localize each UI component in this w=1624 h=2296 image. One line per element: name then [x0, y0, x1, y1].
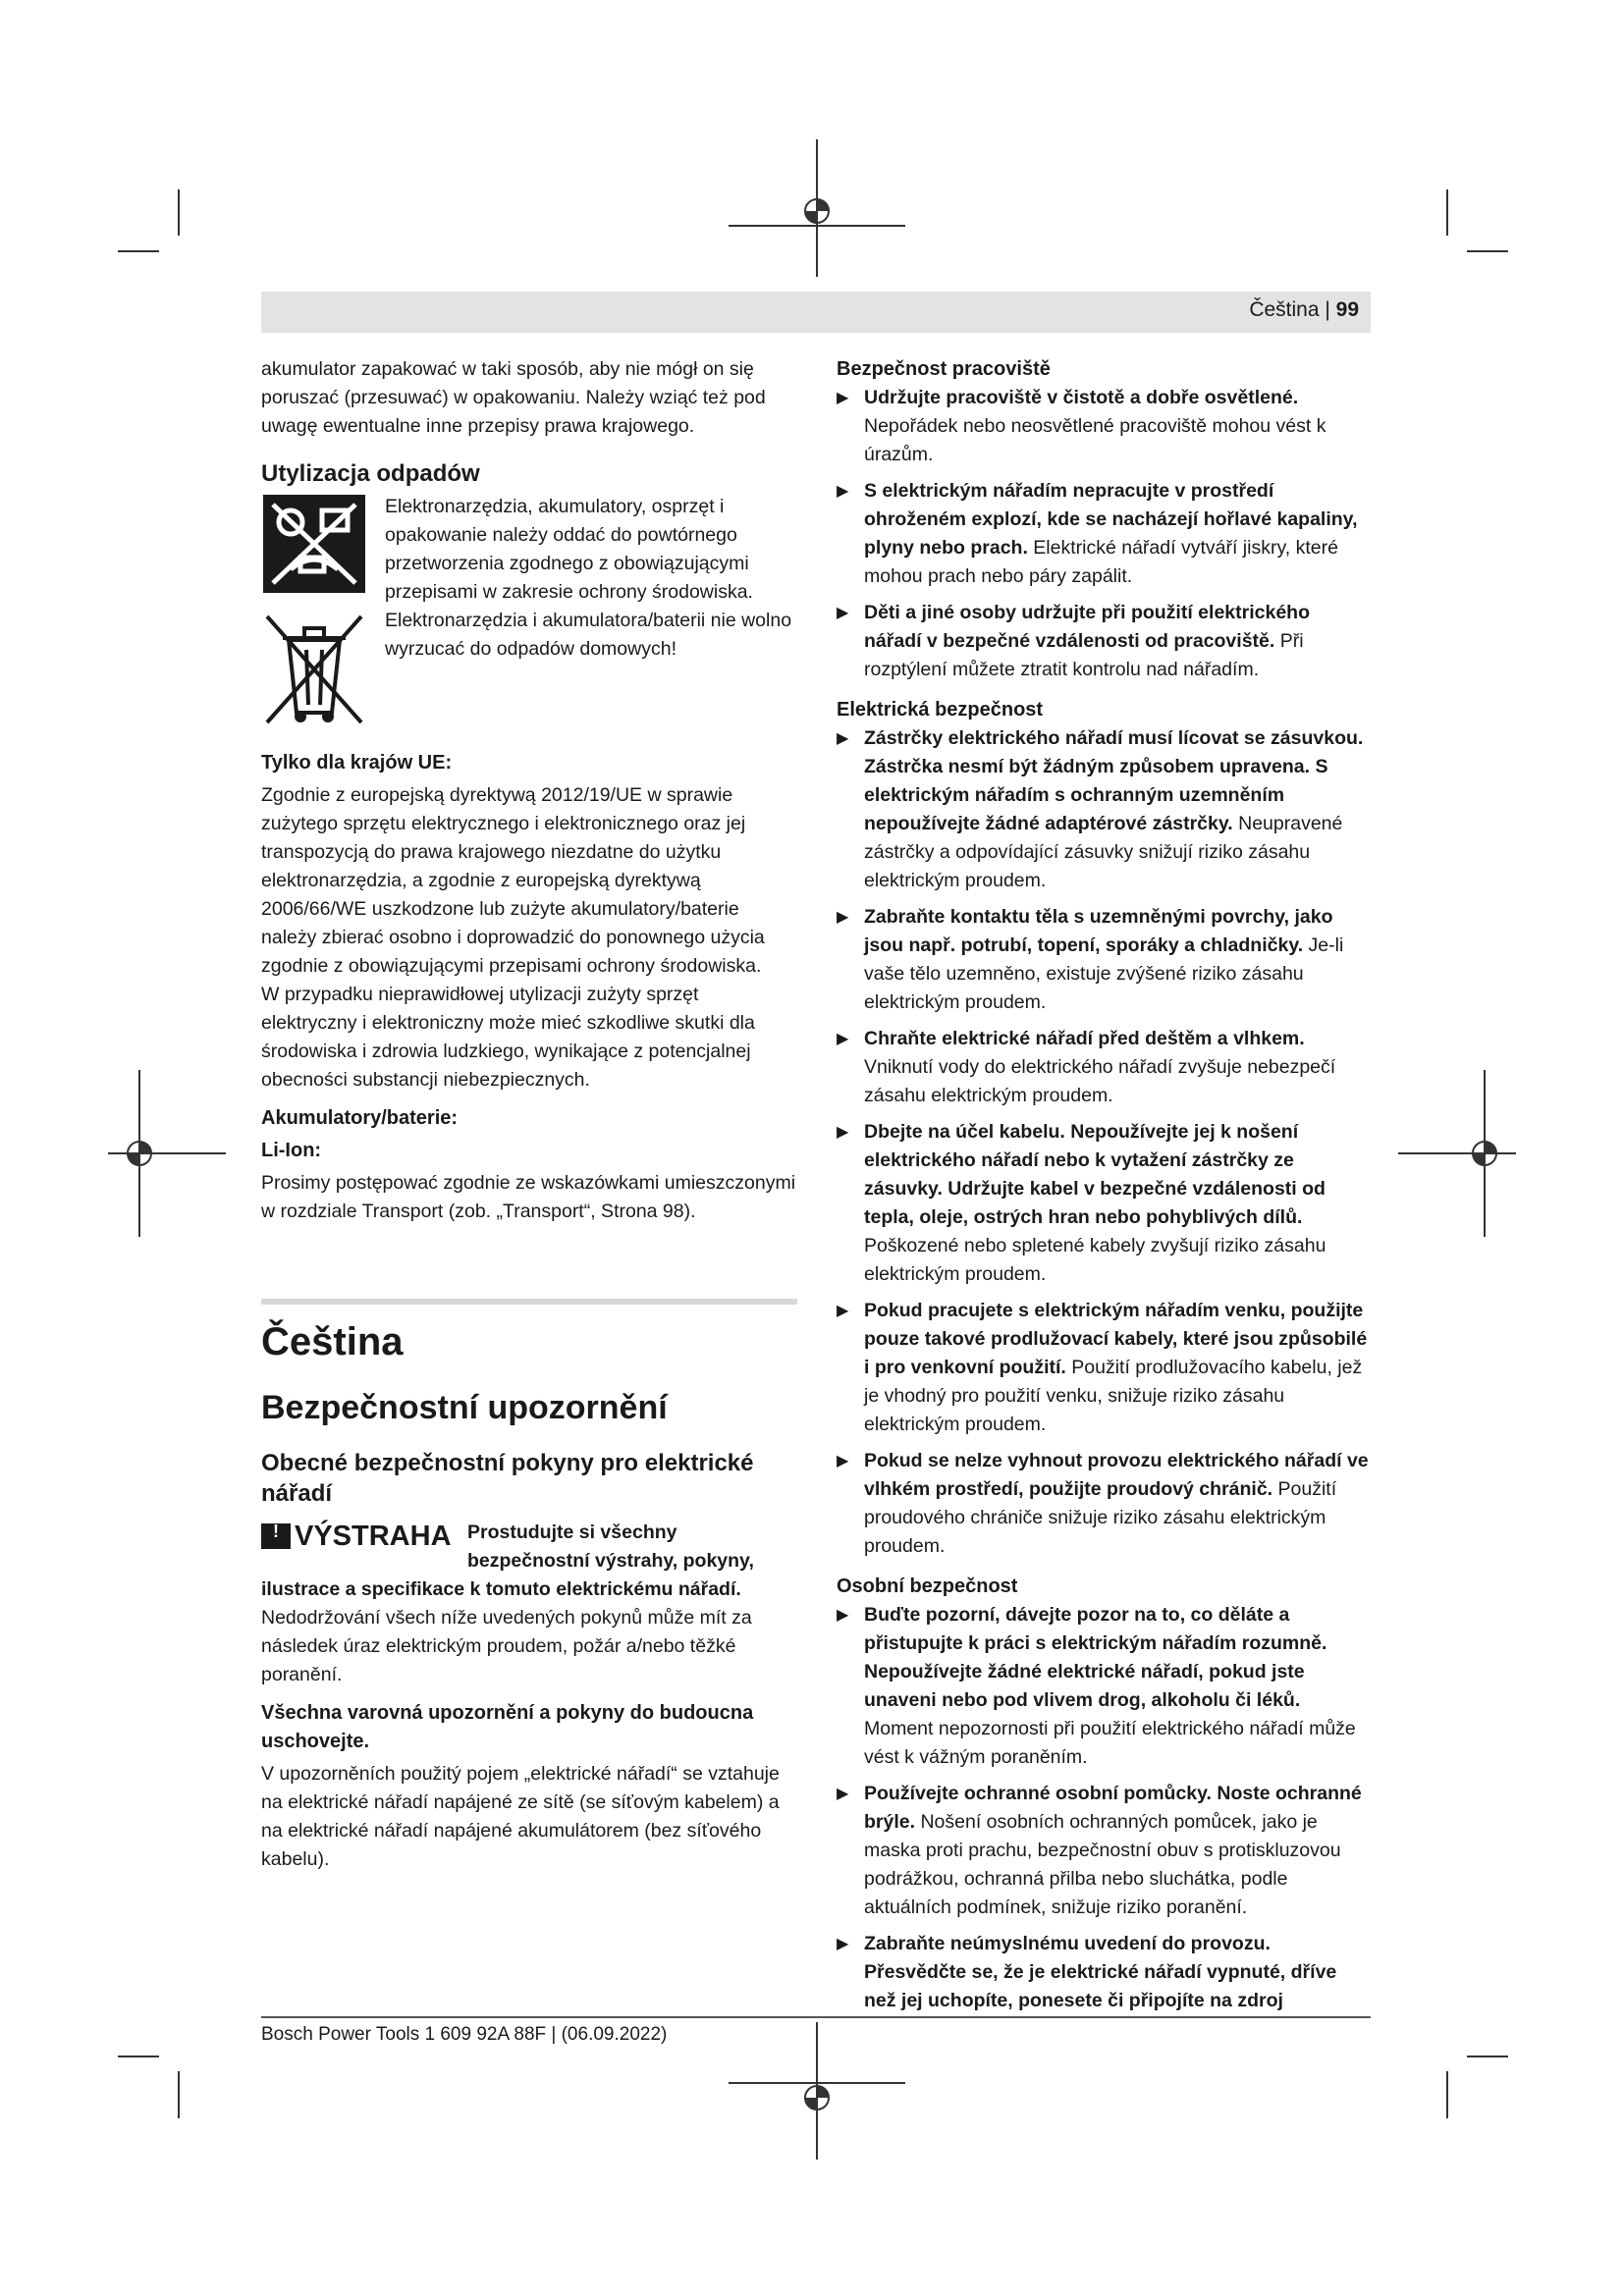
- header-label: Čeština | 99: [1249, 298, 1359, 321]
- warning-label: VÝSTRAHA: [295, 1521, 452, 1552]
- list-item: ▶ Udržujte pracoviště v čistotě a dobře osvětlené. Nepořádek nebo neosvětlené pracoviště mohou vést k úrazům.: [837, 384, 1372, 469]
- electrical-list: [837, 724, 1372, 1561]
- workplace-list: [837, 384, 1372, 684]
- eu-heading: Tylko dla krajów UE:: [261, 752, 453, 774]
- footer-rule: [261, 2016, 1371, 2018]
- warning-text: Nedodržování všech níže uvedených pokynů může mít za následek úraz elektrickým proudem, požár a/nebo těžké poranění.: [261, 1607, 752, 1685]
- header-section: Čeština: [1249, 298, 1320, 321]
- warning-bold-1: Prostudujte si všechny bezpečnostní výstrahy, pokyny,: [467, 1522, 754, 1572]
- list-item: ▶ Zástrčky elektrického nářadí musí lícovat se zásuvkou. Zástrčka nesmí být žádným způsobem upravena. S elektrickým nářadím s ochranným uzemněním nepoužívejte žádné adaptérové zástrčky. Neupravené zástrčky a odpovídající zásuvky snižují riziko zásahu elektrickým proudem.: [837, 724, 1372, 895]
- page-number: 99: [1335, 298, 1359, 321]
- list-item: ▶ Pokud se nelze vyhnout provozu elektrického nářadí ve vlhkém prostředí, použijte proudový chránič. Použití proudového chrániče snižuje riziko zásahu elektrickým proudem.: [837, 1447, 1372, 1561]
- arrow-bullet-icon: ▶: [837, 909, 849, 926]
- warning-block: [261, 1519, 797, 1575]
- personal-list: [837, 1601, 1372, 2015]
- general-title: Obecné bezpečnostní pokyny pro elektrické nářadí: [261, 1450, 754, 1507]
- arrow-bullet-icon: ▶: [837, 1607, 849, 1624]
- arrow-bullet-icon: ▶: [837, 390, 849, 406]
- keep-text: V upozorněních použitý pojem „elektrické nářadí“ se vztahuje na elektrické nářadí napájené ze sítě (se síťovým kabelem) a na elektrické nářadí napájené akumulátorem (bez síťového kabelu).: [261, 1763, 780, 1870]
- liion-text: Prosimy postępować zgodnie ze wskazówkami umieszczonymi w rozdziale Transport (zob. „Transport“, Strona 98).: [261, 1172, 796, 1222]
- disposal-row-1: [261, 493, 797, 607]
- arrow-bullet-icon: ▶: [837, 1031, 849, 1047]
- language-title: Čeština: [261, 1320, 404, 1363]
- page-header: [261, 292, 1371, 333]
- disposal-heading: Utylizacja odpadów: [261, 460, 480, 487]
- warning-bold-2: ilustrace a specifikace k tomuto elektrickému nářadí.: [261, 1578, 741, 1600]
- list-item: ▶ S elektrickým nářadím nepracujte v prostředí ohroženém explozí, kde se nacházejí hořlavé kapaliny, plyny nebo prach. Elektrické nářadí vytváří jiskry, které mohou prach nebo páry zapálit.: [837, 477, 1372, 591]
- list-item: ▶ Používejte ochranné osobní pomůcky. Noste ochranné brýle. Nošení osobních ochranných pomůcek, jako je maska proti prachu, bezpečnostní obuv s protiskluzovou podrážkou, ochranná přilba nebo sluchátka, podle aktuálních podmínek, snižuje riziko poranění.: [837, 1780, 1372, 1922]
- list-item: ▶ Děti a jiné osoby udržujte při použití elektrického nářadí v bezpečné vzdálenosti od pracoviště. Při rozptýlení můžete ztratit kontrolu nad nářadím.: [837, 599, 1372, 684]
- intro-text: akumulator zapakować w taki sposób, aby nie mógł on się poruszać (przesuwać) w opakowaniu. Należy wziąć też pod uwagę ewentualne inne przepisy prawa krajowego.: [261, 358, 766, 437]
- left-column: [261, 355, 797, 1874]
- right-column: [837, 355, 1372, 2023]
- electrical-heading: Elektrická bezpečnost: [837, 699, 1044, 721]
- keep-heading: Všechna varovná upozornění a pokyny do budoucna uschovejte.: [261, 1702, 754, 1752]
- disposal-text-1: Elektronarzędzia, akumulatory, osprzęt i opakowanie należy oddać do powtórnego przetworzenia zgodnego z obowiązującymi przepisami w zakresie ochrony środowiska.: [385, 496, 753, 603]
- arrow-bullet-icon: ▶: [837, 730, 849, 747]
- eu-text-2: W przypadku nieprawidłowej utylizacji zużyty sprzęt elektryczny i elektroniczny może mieć szkodliwe skutki dla środowiska i zdrowia ludzkiego, wynikające z potencjalnej obecności substancji niebezpiecznych.: [261, 984, 755, 1091]
- arrow-bullet-icon: ▶: [837, 1453, 849, 1469]
- list-item: ▶ Pokud pracujete s elektrickým nářadím venku, použijte pouze takové prodlužovací kabely, které jsou způsobilé i pro venkovní použití. Použití prodlužovacího kabelu, jež je vhodný pro použití venku, snižuje riziko zásahu elektrickým proudem.: [837, 1297, 1372, 1439]
- footer-text: Bosch Power Tools 1 609 92A 88F | (06.09.2022): [261, 2024, 668, 2045]
- eu-text-1: Zgodnie z europejską dyrektywą 2012/19/UE w sprawie zużytego sprzętu elektrycznego i elektronicznego oraz jej transpozycją do prawa krajowego niezdatne do użytku elektronarzędzia, a zgodnie z europejską dyrektywą 2006/66/WE uszkodzone lub zużyte akumulatory/baterie należy zbierać osobno i doprowadzić do ponownego użycia zgodnie z obowiązującymi przepisami ochrony środowiska.: [261, 784, 765, 977]
- list-item: ▶ Chraňte elektrické nářadí před deštěm a vlhkem. Vniknutí vody do elektrického nářadí zvyšuje nebezpečí zásahu elektrickým proudem.: [837, 1025, 1372, 1110]
- liion-heading: Li-Ion:: [261, 1140, 322, 1161]
- arrow-bullet-icon: ▶: [837, 605, 849, 621]
- arrow-bullet-icon: ▶: [837, 1786, 849, 1802]
- arrow-bullet-icon: ▶: [837, 1124, 849, 1141]
- recycle-symbol-icon: [261, 493, 379, 604]
- workplace-heading: Bezpečnost pracoviště: [837, 358, 1051, 380]
- list-item: ▶ Buďte pozorní, dávejte pozor na to, co děláte a přistupujte k práci s elektrickým nářadím rozumně. Nepoužívejte žádné elektrické nářadí, pokud jste unaveni nebo pod vlivem drog, alkoholu či léků. Moment nepozornosti při použití elektrického nářadí může vést k vážným poraněním.: [837, 1601, 1372, 1772]
- warning-badge: [261, 1519, 467, 1554]
- arrow-bullet-icon: ▶: [837, 1936, 849, 1952]
- battery-heading: Akumulatory/baterie:: [261, 1107, 459, 1129]
- crossed-bin-icon: [261, 607, 379, 739]
- personal-heading: Osobní bezpečnost: [837, 1575, 1018, 1597]
- disposal-text-2: Elektronarzędzia i akumulatora/baterii nie wolno wyrzucać do odpadów domowych!: [385, 610, 792, 660]
- warning-triangle-icon: !: [261, 1523, 291, 1549]
- arrow-bullet-icon: ▶: [837, 483, 849, 500]
- arrow-bullet-icon: ▶: [837, 1303, 849, 1319]
- safety-title: Bezpečnostní upozornění: [261, 1389, 668, 1426]
- list-item: ▶ Zabraňte kontaktu těla s uzemněnými povrchy, jako jsou např. potrubí, topení, sporáky a chladničky. Je-li vaše tělo uzemněno, existuje zvýšené riziko zásahu elektrickým proudem.: [837, 903, 1372, 1017]
- list-item: ▶ Zabraňte neúmyslnému uvedení do provozu. Přesvědčte se, že je elektrické nářadí vypnuté, dříve než jej uchopíte, ponesete či připojíte na zdroj: [837, 1930, 1372, 2015]
- list-item: ▶ Dbejte na účel kabelu. Nepoužívejte jej k nošení elektrického nářadí nebo k vytažení zástrčky ze zásuvky. Udržujte kabel v bezpečné vzdálenosti od tepla, oleje, ostrých hran nebo pohyblivých dílů. Poškozené nebo spletené kabely zvyšují riziko zásahu elektrickým proudem.: [837, 1118, 1372, 1289]
- disposal-row-2: [261, 607, 797, 739]
